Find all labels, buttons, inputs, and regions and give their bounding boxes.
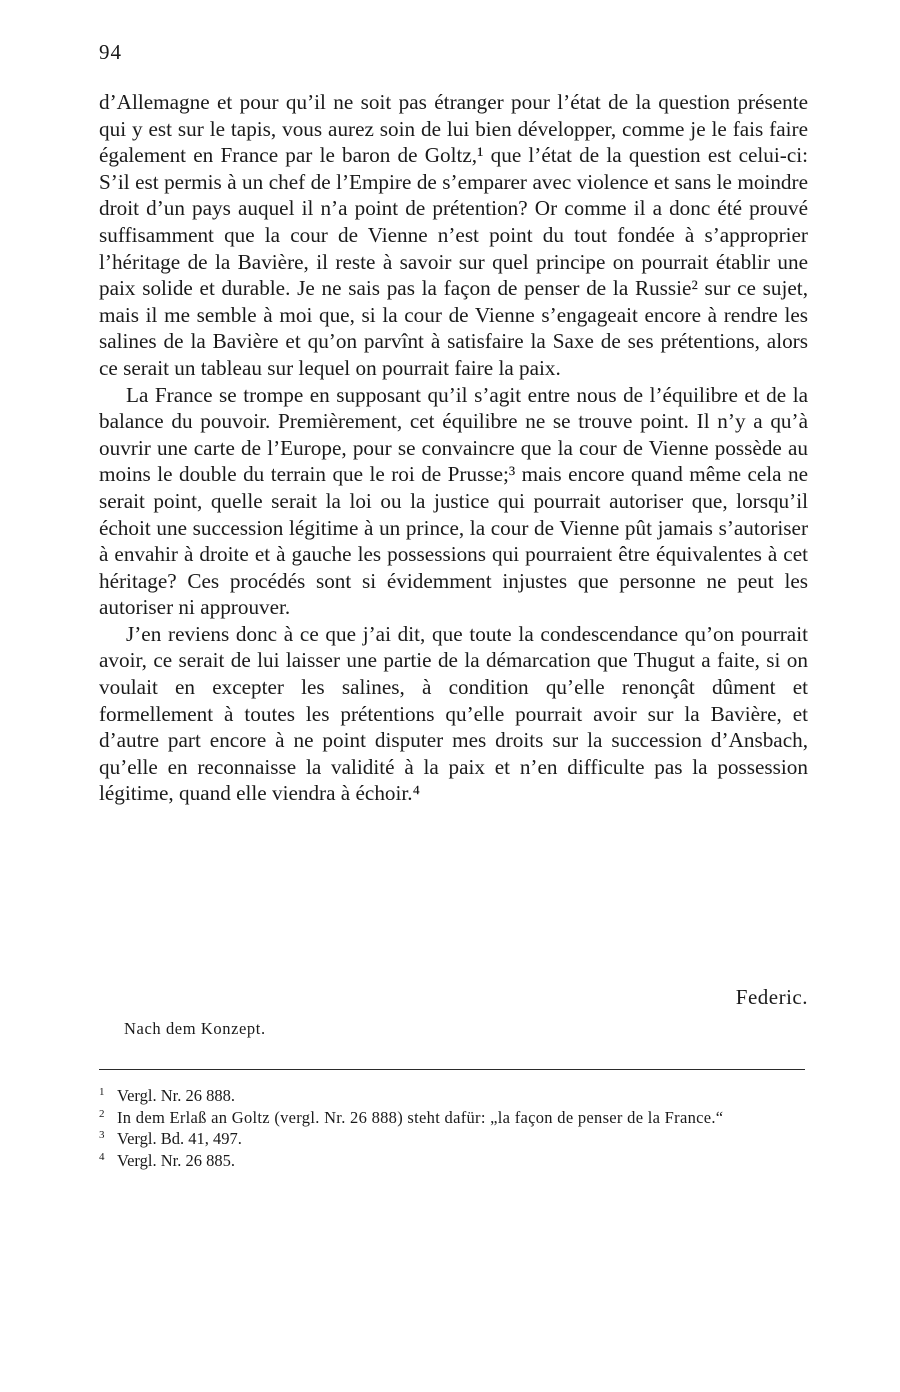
footnote-mark: 4 [99, 1150, 105, 1163]
paragraph: J’en reviens donc à ce que j’ai dit, que toute la condescendance qu’on pourrait avoir, ce serait de lui laisser une partie de la démarcation que Thugut a faite, si on voulait en excepter les salines, à condition qu’elle renonçât dûment et formellement à toutes les prétentions qu’elle pourrait avoir sur la Bavière, et d’autre part encore à ne point disputer mes droits sur la succession d’Ansbach, qu’elle en reconnaisse la validité à la paix et n’en difficulte pas la possession légitime, quand elle viendra à échoir.⁴ [99, 621, 808, 806]
footnote-item [99, 1107, 805, 1129]
footnote-item [99, 1085, 805, 1107]
footnote-mark: 2 [99, 1107, 105, 1120]
footnote-mark: 1 [99, 1086, 105, 1098]
signature: Federic. [735, 985, 808, 1009]
footnote-text: Vergl. Nr. 26 888. [117, 1086, 235, 1105]
footnote-divider [99, 1069, 805, 1070]
footnote-mark: 3 [99, 1129, 105, 1141]
paragraph: La France se trompe en supposant qu’il s’agit entre nous de l’équilibre et de la balance du pouvoir. Premièrement, cet équilibre ne se trouve point. Il n’y a qu’à ouvrir une carte de l’Europe, pour se convaincre que la cour de Vienne possède au moins le double du terrain que le roi de Prusse;³ mais encore quand même cela ne serait point, quelle serait la loi ou la justice qui pourrait autoriser que, lorsqu’il échoit une succession légitime à un prince, la cour de Vienne pût jamais s’autoriser à envahir à droite et à gauche les possessions qui pourraient être équivalentes à cet héritage? Ces procédés sont si évidemment injustes que personne ne peut les autoriser ni approuver. [99, 382, 808, 620]
page-number: 94 [99, 40, 122, 64]
paragraph: d’Allemagne et pour qu’il ne soit pas étranger pour l’état de la question présente qui y est sur le tapis, vous aurez soin de lui bien développer, comme je le fais faire également en France par le baron de Goltz,¹ que l’état de la question est celui-ci: S’il est permis à un chef de l’Empire de s’emparer avec violence et sans le moindre droit d’un pays auquel il n’a point de prétention? Or comme il a donc été prouvé suffisamment que la cour de Vienne n’est point du tout fondée à s’approprier l’héritage de la Bavière, il reste à savoir sur quel principe on pourrait établir une paix solide et durable. Je ne sais pas la façon de penser de la Russie² sur ce sujet, mais il me semble à moi que, si la cour de Vienne s’engageait encore à rendre les salines de la Bavière et qu’on parvînt à satisfaire la Saxe de ses prétentions, alors ce serait un tableau sur lequel on pourrait faire la paix. [99, 90, 808, 380]
letter-body [99, 89, 808, 807]
footnote-text: Vergl. Nr. 26 885. [117, 1150, 235, 1170]
source-note: Nach dem Konzept. [124, 1019, 266, 1038]
footnote-text: Vergl. Bd. 41, 497. [117, 1129, 242, 1148]
footnote-item [99, 1150, 805, 1172]
footnote-text: In dem Erlaß an Goltz (vergl. Nr. 26 888) steht dafür: „la façon de penser de la France.“ [117, 1107, 724, 1127]
footnote-item [99, 1128, 805, 1150]
footnotes [99, 1085, 805, 1171]
